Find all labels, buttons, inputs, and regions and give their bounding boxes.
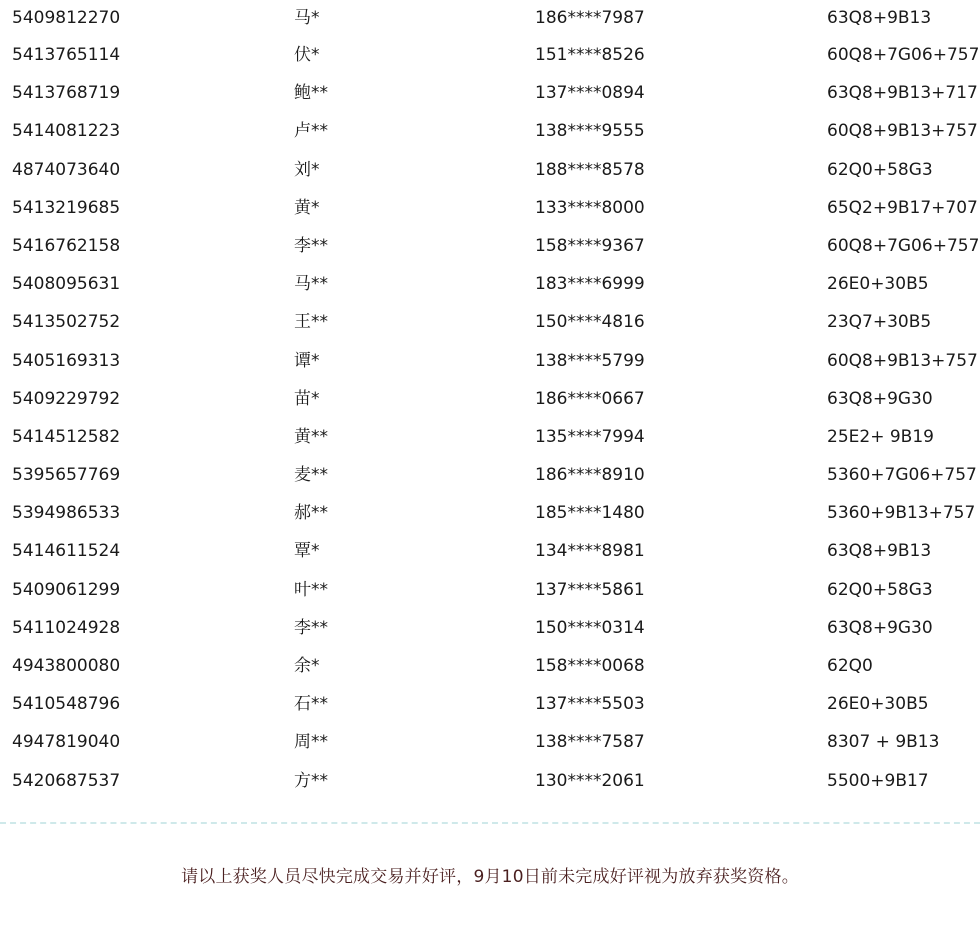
order-number: 5394986533 <box>12 503 121 524</box>
winner-row <box>0 723 980 761</box>
product-model: 63Q8+9G30 <box>827 388 933 409</box>
notice-text: 请以上获奖人员尽快完成交易并好评，9月10日前未完成好评视为放弃获奖资格。 <box>181 867 799 887</box>
winner-name: 石** <box>294 694 328 715</box>
order-number: 4947819040 <box>12 732 121 753</box>
winner-row <box>0 151 980 189</box>
order-number: 5420687537 <box>12 770 121 791</box>
phone-number: 133****8000 <box>535 197 645 218</box>
winner-row <box>0 112 980 150</box>
phone-number: 188****8578 <box>535 159 645 180</box>
winner-name: 麦** <box>294 465 328 486</box>
product-model: 23Q7+30B5 <box>827 312 932 333</box>
winner-name: 王** <box>294 312 328 333</box>
winner-row <box>0 494 980 532</box>
order-number: 5413219685 <box>12 197 121 218</box>
product-model: 62Q0 <box>827 656 873 676</box>
product-model: 5360+7G06+757 <box>827 465 977 486</box>
winner-row <box>0 571 980 609</box>
product-model: 5500+9B17 <box>827 770 929 791</box>
winner-row <box>0 685 980 723</box>
winner-name: 余* <box>294 656 320 676</box>
phone-number: 186****8910 <box>535 465 645 486</box>
winner-row <box>0 380 980 418</box>
winner-row <box>0 36 980 74</box>
order-number: 5410548796 <box>12 694 121 715</box>
product-model: 60Q8+7G06+757 <box>827 45 980 65</box>
phone-number: 135****7994 <box>535 426 645 447</box>
phone-number: 137****5503 <box>535 694 645 715</box>
winner-name: 方** <box>294 770 328 791</box>
winner-row <box>0 418 980 456</box>
winner-name: 马* <box>294 8 320 28</box>
winner-row <box>0 762 980 800</box>
product-model: 62Q0+58G3 <box>827 579 933 600</box>
order-number: 5409812270 <box>12 8 121 28</box>
winner-name: 李** <box>294 235 328 256</box>
winner-name: 马** <box>294 274 328 295</box>
product-model: 62Q0+58G3 <box>827 159 933 180</box>
order-number: 5414081223 <box>12 121 121 142</box>
order-number: 5413765114 <box>12 45 121 65</box>
order-number: 5409061299 <box>12 579 121 600</box>
phone-number: 186****0667 <box>535 388 645 409</box>
winner-row <box>0 265 980 303</box>
product-model: 8307 + 9B13 <box>827 732 940 753</box>
winner-row <box>0 456 980 494</box>
phone-number: 158****0068 <box>535 656 645 676</box>
phone-number: 138****5799 <box>535 350 645 371</box>
winner-name: 覃* <box>294 541 320 562</box>
order-number: 5395657769 <box>12 465 121 486</box>
product-model: 5360+9B13+757 <box>827 503 976 524</box>
order-number: 5414512582 <box>12 426 121 447</box>
product-model: 25E2+ 9B19 <box>827 426 934 447</box>
phone-number: 150****4816 <box>535 312 645 333</box>
winner-name: 刘* <box>294 159 320 180</box>
product-model: 65Q2+9B17+707 <box>827 197 978 218</box>
phone-number: 183****6999 <box>535 274 645 295</box>
winner-row <box>0 0 980 36</box>
phone-number: 185****1480 <box>535 503 645 524</box>
winner-row <box>0 609 980 647</box>
phone-number: 158****9367 <box>535 235 645 256</box>
order-number: 5414611524 <box>12 541 121 562</box>
product-model: 26E0+30B5 <box>827 694 929 715</box>
winner-row <box>0 342 980 380</box>
winner-name: 黄** <box>294 426 328 447</box>
order-number: 5408095631 <box>12 274 121 295</box>
winner-name: 黄* <box>294 197 320 218</box>
phone-number: 151****8526 <box>535 45 645 65</box>
winner-name: 伏* <box>294 45 320 65</box>
winner-name: 谭* <box>294 350 320 371</box>
winner-name: 苗* <box>294 388 320 409</box>
order-number: 5413502752 <box>12 312 121 333</box>
winner-name: 周** <box>294 732 328 753</box>
winner-row <box>0 303 980 341</box>
product-model: 63Q8+9B13 <box>827 8 932 28</box>
winner-name: 鲍** <box>294 83 328 104</box>
phone-number: 137****5861 <box>535 579 645 600</box>
product-model: 63Q8+9B13+717 <box>827 83 978 104</box>
product-model: 63Q8+9G30 <box>827 617 933 638</box>
winner-name: 郝** <box>294 503 328 524</box>
order-number: 4943800080 <box>12 656 121 676</box>
winner-name: 卢** <box>294 121 328 142</box>
winner-row <box>0 532 980 570</box>
order-number: 5409229792 <box>12 388 121 409</box>
phone-number: 186****7987 <box>535 8 645 28</box>
phone-number: 134****8981 <box>535 541 645 562</box>
phone-number: 130****2061 <box>535 770 645 791</box>
phone-number: 138****7587 <box>535 732 645 753</box>
winner-row <box>0 74 980 112</box>
winner-name: 叶** <box>294 579 328 600</box>
order-number: 5413768719 <box>12 83 121 104</box>
dashed-divider <box>0 822 980 824</box>
phone-number: 150****0314 <box>535 617 645 638</box>
order-number: 5411024928 <box>12 617 121 638</box>
winner-row <box>0 647 980 685</box>
product-model: 60Q8+9B13+757 <box>827 350 978 371</box>
winner-row <box>0 227 980 265</box>
phone-number: 138****9555 <box>535 121 645 142</box>
product-model: 60Q8+9B13+757 <box>827 121 978 142</box>
product-model: 63Q8+9B13 <box>827 541 932 562</box>
product-model: 60Q8+7G06+757 <box>827 235 980 256</box>
phone-number: 137****0894 <box>535 83 645 104</box>
order-number: 5405169313 <box>12 350 121 371</box>
product-model: 26E0+30B5 <box>827 274 929 295</box>
winner-name: 李** <box>294 617 328 638</box>
winner-row <box>0 189 980 227</box>
order-number: 4874073640 <box>12 159 121 180</box>
order-number: 5416762158 <box>12 235 121 256</box>
